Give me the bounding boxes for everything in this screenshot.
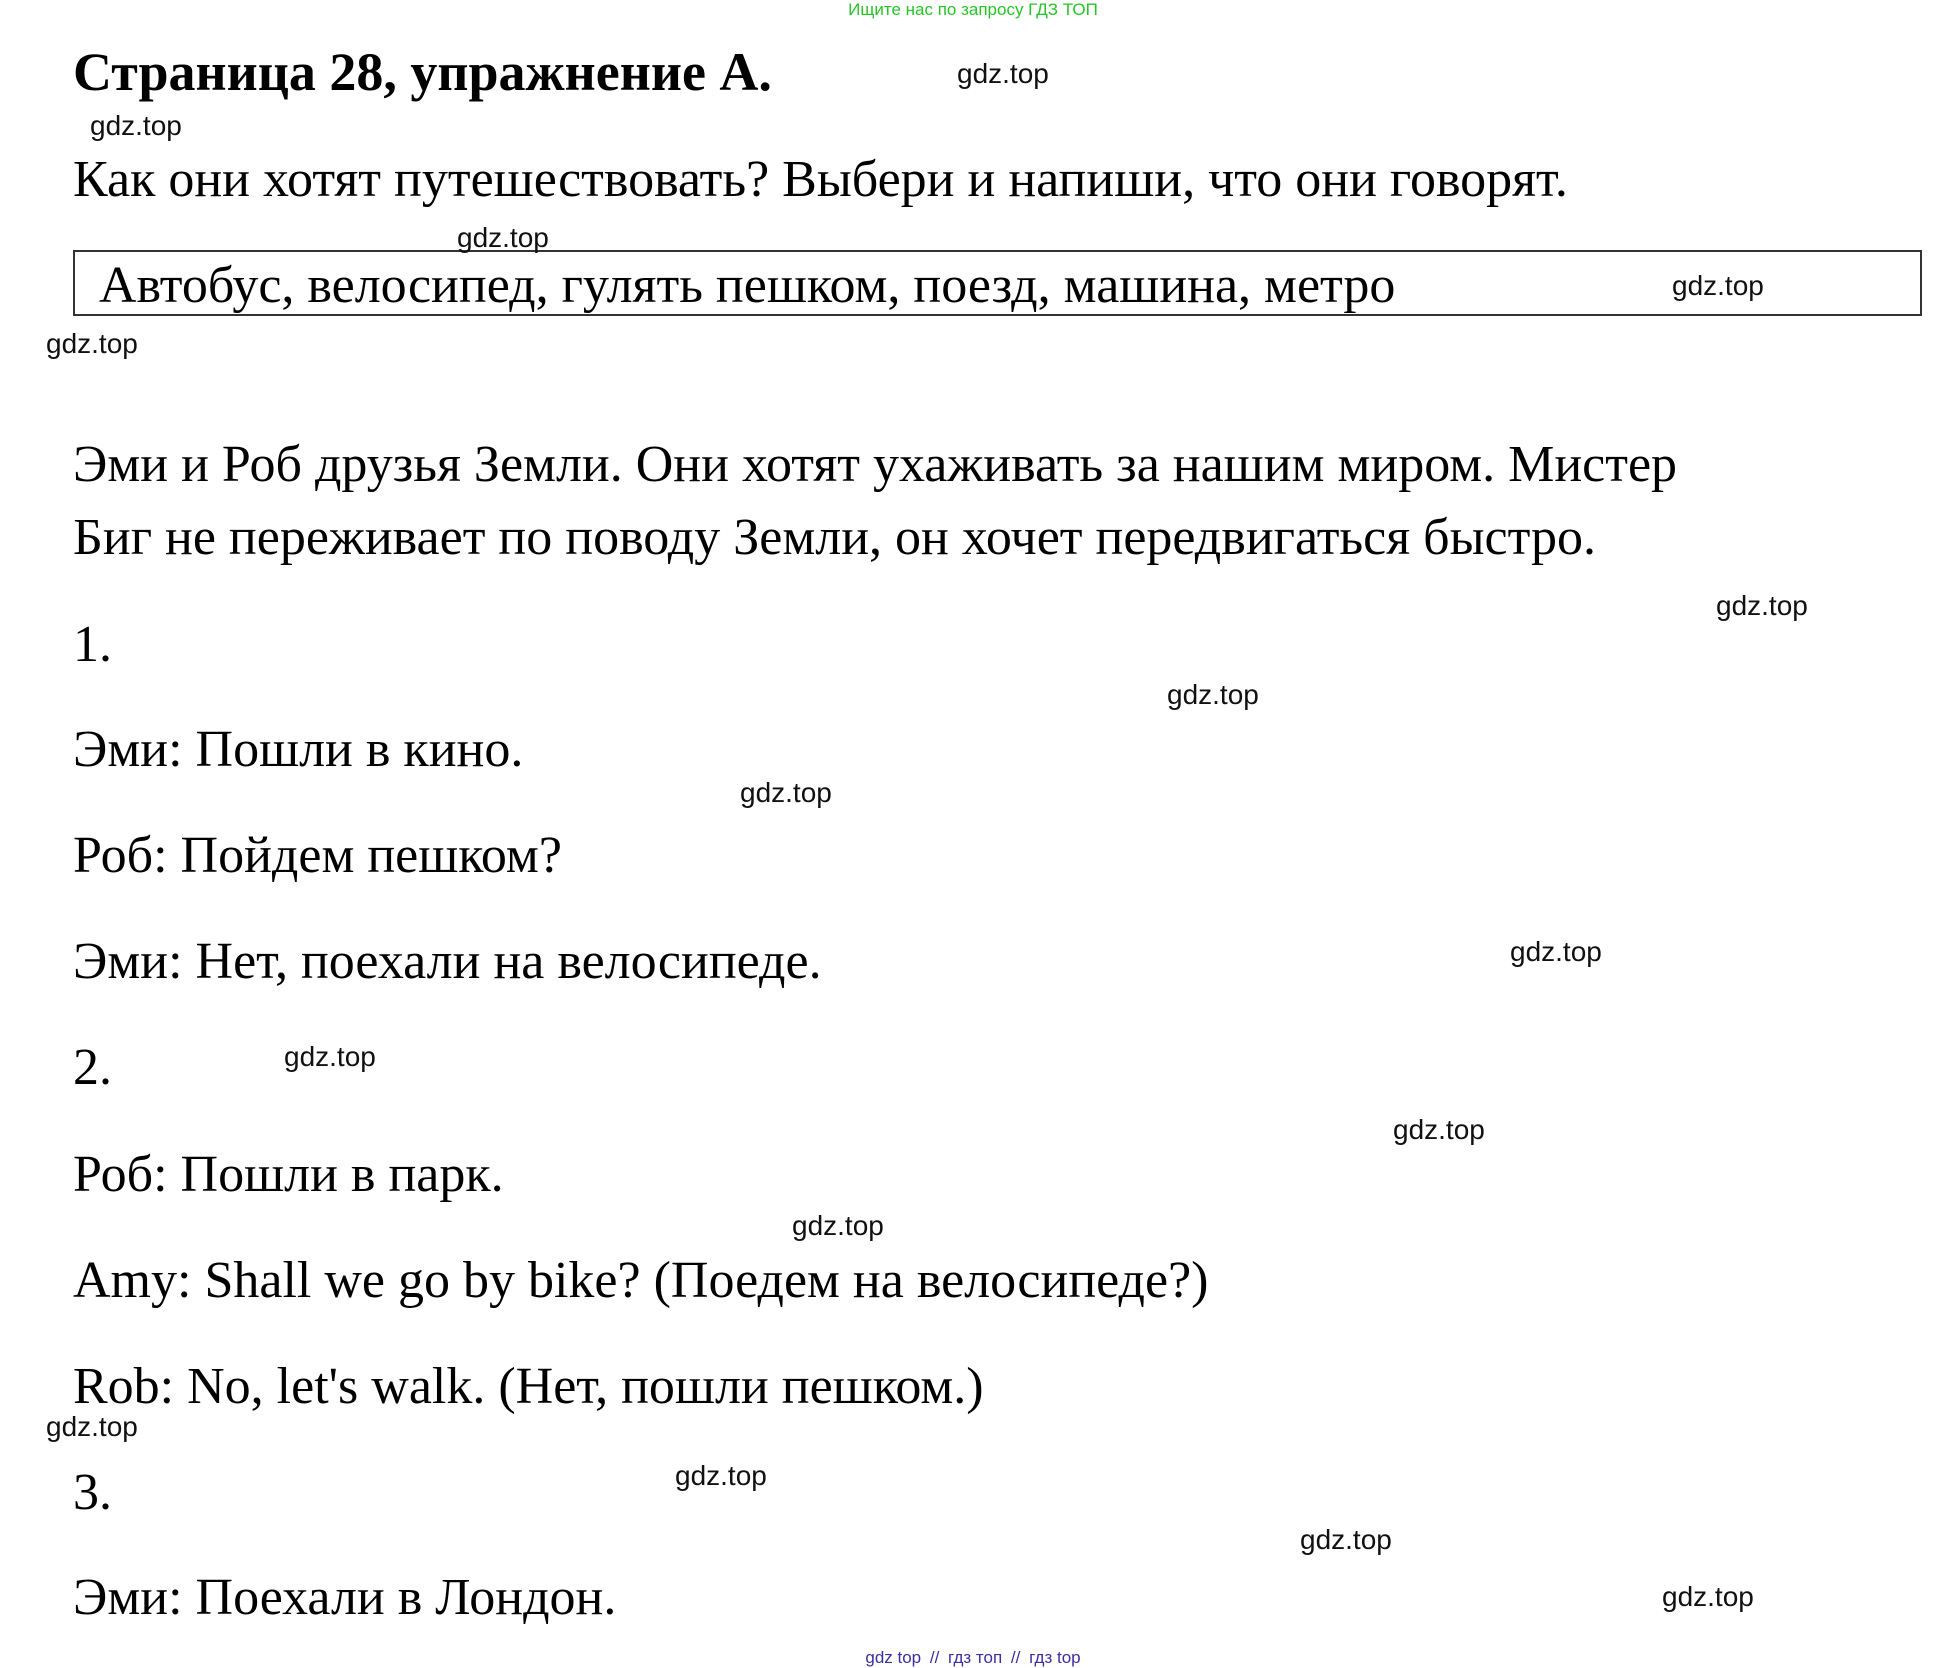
footer bbox=[0, 1648, 1946, 1668]
dialogue-1-line-3: Эми: Нет, поехали на велосипеде. bbox=[73, 933, 822, 990]
dialogue-1-line-2: Роб: Пойдем пешком? bbox=[73, 827, 562, 884]
watermark: gdz.top bbox=[1510, 936, 1602, 967]
page-title: Страница 28, упражнение A. bbox=[73, 42, 772, 102]
paragraph-line-1: Эми и Роб друзья Земли. Они хотят ухаживать за нашим миром. Мистер bbox=[73, 436, 1678, 493]
watermark: gdz.top bbox=[46, 1411, 138, 1442]
dialogue-2-line-2: Amy: Shall we go by bike? (Поедем на велосипеде?) bbox=[73, 1252, 1209, 1309]
top-banner: Ищите нас по запросу ГДЗ ТОП bbox=[848, 0, 1098, 19]
dialogue-3-line-1: Эми: Поехали в Лондон. bbox=[73, 1569, 617, 1626]
watermark: gdz.top bbox=[1300, 1524, 1392, 1555]
watermark: gdz.top bbox=[1672, 270, 1764, 301]
paragraph-line-2: Биг не переживает по поводу Земли, он хочет передвигаться быстро. bbox=[73, 509, 1596, 566]
watermark: gdz.top bbox=[740, 777, 832, 808]
dialogue-1-line-1: Эми: Пошли в кино. bbox=[73, 721, 524, 778]
watermark: gdz.top bbox=[1167, 679, 1259, 710]
instruction: Как они хотят путешествовать? Выбери и напиши, что они говорят. bbox=[73, 151, 1568, 208]
dialogue-2-line-3: Rob: No, let's walk. (Нет, пошли пешком.) bbox=[73, 1358, 984, 1415]
watermark: gdz.top bbox=[46, 328, 138, 359]
footer-part-1: gdz top bbox=[865, 1648, 922, 1667]
dialogue-2-line-1: Роб: Пошли в парк. bbox=[73, 1146, 504, 1203]
footer-part-2: гдз топ bbox=[948, 1648, 1003, 1667]
watermark: gdz.top bbox=[1393, 1114, 1485, 1145]
watermark: gdz.top bbox=[957, 58, 1049, 89]
watermark: gdz.top bbox=[1716, 590, 1808, 621]
dialogue-1-number: 1. bbox=[73, 616, 112, 673]
footer-separator: // bbox=[929, 1648, 940, 1667]
footer-separator: // bbox=[1010, 1648, 1021, 1667]
watermark: gdz.top bbox=[792, 1210, 884, 1241]
word-box-text: Автобус, велосипед, гулять пешком, поезд, машина, метро bbox=[99, 257, 1396, 314]
watermark: gdz.top bbox=[284, 1041, 376, 1072]
footer-part-3: гдз top bbox=[1029, 1648, 1081, 1667]
dialogue-3-number: 3. bbox=[73, 1464, 112, 1521]
watermark: gdz.top bbox=[90, 110, 182, 141]
word-box bbox=[73, 250, 1922, 316]
watermark: gdz.top bbox=[675, 1460, 767, 1491]
watermark: gdz.top bbox=[457, 222, 549, 253]
watermark: gdz.top bbox=[1662, 1581, 1754, 1612]
dialogue-2-number: 2. bbox=[73, 1039, 112, 1096]
